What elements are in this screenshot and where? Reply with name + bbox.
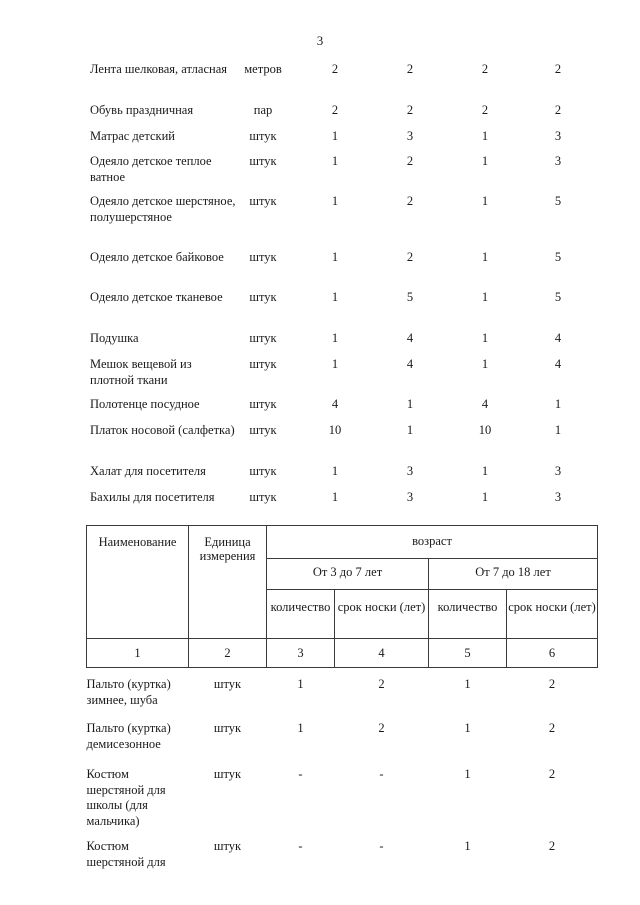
row-value: 1 <box>464 677 471 691</box>
item-unit: штук <box>249 290 277 304</box>
item-unit: штук <box>249 490 277 504</box>
item-value: 5 <box>554 290 562 304</box>
item-value: 5 <box>554 250 562 264</box>
item-value: 2 <box>406 250 414 264</box>
row-value: 2 <box>548 767 556 781</box>
item-value: 1 <box>554 423 562 437</box>
item-value: 3 <box>406 129 414 143</box>
item-unit: метров <box>244 62 282 76</box>
row-value: 1 <box>297 721 304 735</box>
item-unit: штук <box>249 331 277 345</box>
header-wear-term: срок носки (лет) <box>507 590 598 639</box>
item-value: 5 <box>406 290 414 304</box>
item-value: 1 <box>481 331 489 345</box>
item-value: 4 <box>554 331 562 345</box>
item-value: 2 <box>406 194 414 208</box>
row-value: 2 <box>548 677 556 691</box>
item-value: 1 <box>331 129 339 143</box>
row-unit: штук <box>213 677 242 691</box>
item-name: Платок носовой (салфетка) <box>90 423 235 437</box>
row-value: - <box>298 767 303 781</box>
item-unit: штук <box>249 129 277 143</box>
item-name: Одеяло детское байковое <box>90 250 224 264</box>
item-value: 3 <box>554 490 562 504</box>
column-number-row <box>87 639 598 668</box>
header-age-3-7: От 3 до 7 лет <box>267 559 429 590</box>
item-value: 2 <box>331 103 339 117</box>
item-value: 2 <box>406 103 414 117</box>
item-value: 1 <box>554 397 562 411</box>
item-name: Одеяло детское тканевое <box>90 290 223 304</box>
item-value: 3 <box>406 464 414 478</box>
item-value: 1 <box>406 397 414 411</box>
item-value: 1 <box>331 490 339 504</box>
item-unit: штук <box>249 357 277 371</box>
column-number: 2 <box>189 639 267 668</box>
header-name: Наименование <box>87 526 189 639</box>
item-name: Одеяло детское теплое ватное <box>90 154 212 184</box>
clothing-norms-table <box>86 525 598 879</box>
header-age-7-18: От 7 до 18 лет <box>429 559 598 590</box>
item-value: 1 <box>481 490 489 504</box>
item-value: 1 <box>481 194 489 208</box>
item-value: 1 <box>331 154 339 168</box>
item-unit: штук <box>249 423 277 437</box>
item-value: 10 <box>478 423 492 437</box>
item-value: 3 <box>554 464 562 478</box>
item-value: 2 <box>481 62 489 76</box>
table-row <box>87 719 598 765</box>
item-name: Халат для посетителя <box>90 464 206 478</box>
row-unit: штук <box>213 721 242 735</box>
page-number: 3 <box>316 33 324 48</box>
item-value: 3 <box>554 154 562 168</box>
row-value: 2 <box>378 677 385 691</box>
row-name: Пальто (куртка) демисезонное <box>86 721 171 751</box>
item-value: 1 <box>331 290 339 304</box>
header-quantity: количество <box>267 590 335 639</box>
item-value: 1 <box>481 464 489 478</box>
item-value: 2 <box>554 103 562 117</box>
item-name: Обувь праздничная <box>90 103 194 117</box>
item-name: Бахилы для посетителя <box>90 490 215 504</box>
item-value: 1 <box>481 129 489 143</box>
header-age: возраст <box>267 526 598 559</box>
item-name: Полотенце посудное <box>90 397 200 411</box>
item-value: 1 <box>331 357 339 371</box>
column-number: 5 <box>429 639 507 668</box>
item-unit: штук <box>249 464 277 478</box>
item-unit: штук <box>249 154 277 168</box>
row-value: 2 <box>378 721 385 735</box>
row-unit: штук <box>213 767 242 781</box>
item-value: 2 <box>481 103 489 117</box>
item-value: 3 <box>406 490 414 504</box>
item-value: 1 <box>481 154 489 168</box>
item-value: 2 <box>554 62 562 76</box>
header-wear-term: срок носки (лет) <box>335 590 429 639</box>
item-value: 1 <box>331 331 339 345</box>
row-value: 2 <box>548 721 556 735</box>
item-value: 1 <box>331 194 339 208</box>
row-name: Костюм шерстяной для школы (для мальчика) <box>86 767 166 828</box>
row-value: - <box>298 839 303 853</box>
row-value: 1 <box>464 839 471 853</box>
table-row <box>87 837 598 879</box>
item-name: Одеяло детское шерстяное, полушерстяное <box>90 194 236 224</box>
item-value: 1 <box>331 250 339 264</box>
row-unit: штук <box>213 839 242 853</box>
item-value: 2 <box>406 154 414 168</box>
column-number: 4 <box>335 639 429 668</box>
item-value: 4 <box>406 357 414 371</box>
row-value: 2 <box>548 839 556 853</box>
item-value: 3 <box>554 129 562 143</box>
item-name: Лента шелковая, атласная <box>90 62 227 76</box>
row-name: Костюм шерстяной для <box>86 839 166 869</box>
item-value: 4 <box>554 357 562 371</box>
row-value: 1 <box>297 677 304 691</box>
item-value: 1 <box>331 464 339 478</box>
item-value: 5 <box>554 194 562 208</box>
item-value: 4 <box>481 397 489 411</box>
table-row <box>87 765 598 837</box>
item-value: 2 <box>331 62 339 76</box>
item-unit: штук <box>249 250 277 264</box>
table-row <box>87 668 598 720</box>
item-unit: пар <box>253 103 273 117</box>
column-number: 3 <box>267 639 335 668</box>
column-number: 6 <box>507 639 598 668</box>
item-value: 1 <box>481 250 489 264</box>
item-value: 1 <box>406 423 414 437</box>
row-value: 1 <box>464 767 471 781</box>
item-value: 2 <box>406 62 414 76</box>
item-name: Подушка <box>90 331 139 345</box>
item-name: Матрас детский <box>90 129 175 143</box>
row-value: 1 <box>464 721 471 735</box>
row-name: Пальто (куртка) зимнее, шуба <box>86 677 171 707</box>
item-unit: штук <box>249 397 277 411</box>
row-value: - <box>379 767 384 781</box>
column-number: 1 <box>87 639 189 668</box>
item-value: 4 <box>406 331 414 345</box>
item-name: Мешок вещевой из плотной ткани <box>90 357 192 387</box>
item-value: 4 <box>331 397 339 411</box>
header-quantity: количество <box>429 590 507 639</box>
item-value: 1 <box>481 357 489 371</box>
item-value: 10 <box>328 423 342 437</box>
item-value: 1 <box>481 290 489 304</box>
item-unit: штук <box>249 194 277 208</box>
header-unit: Единица измерения <box>189 526 267 639</box>
row-value: - <box>379 839 384 853</box>
